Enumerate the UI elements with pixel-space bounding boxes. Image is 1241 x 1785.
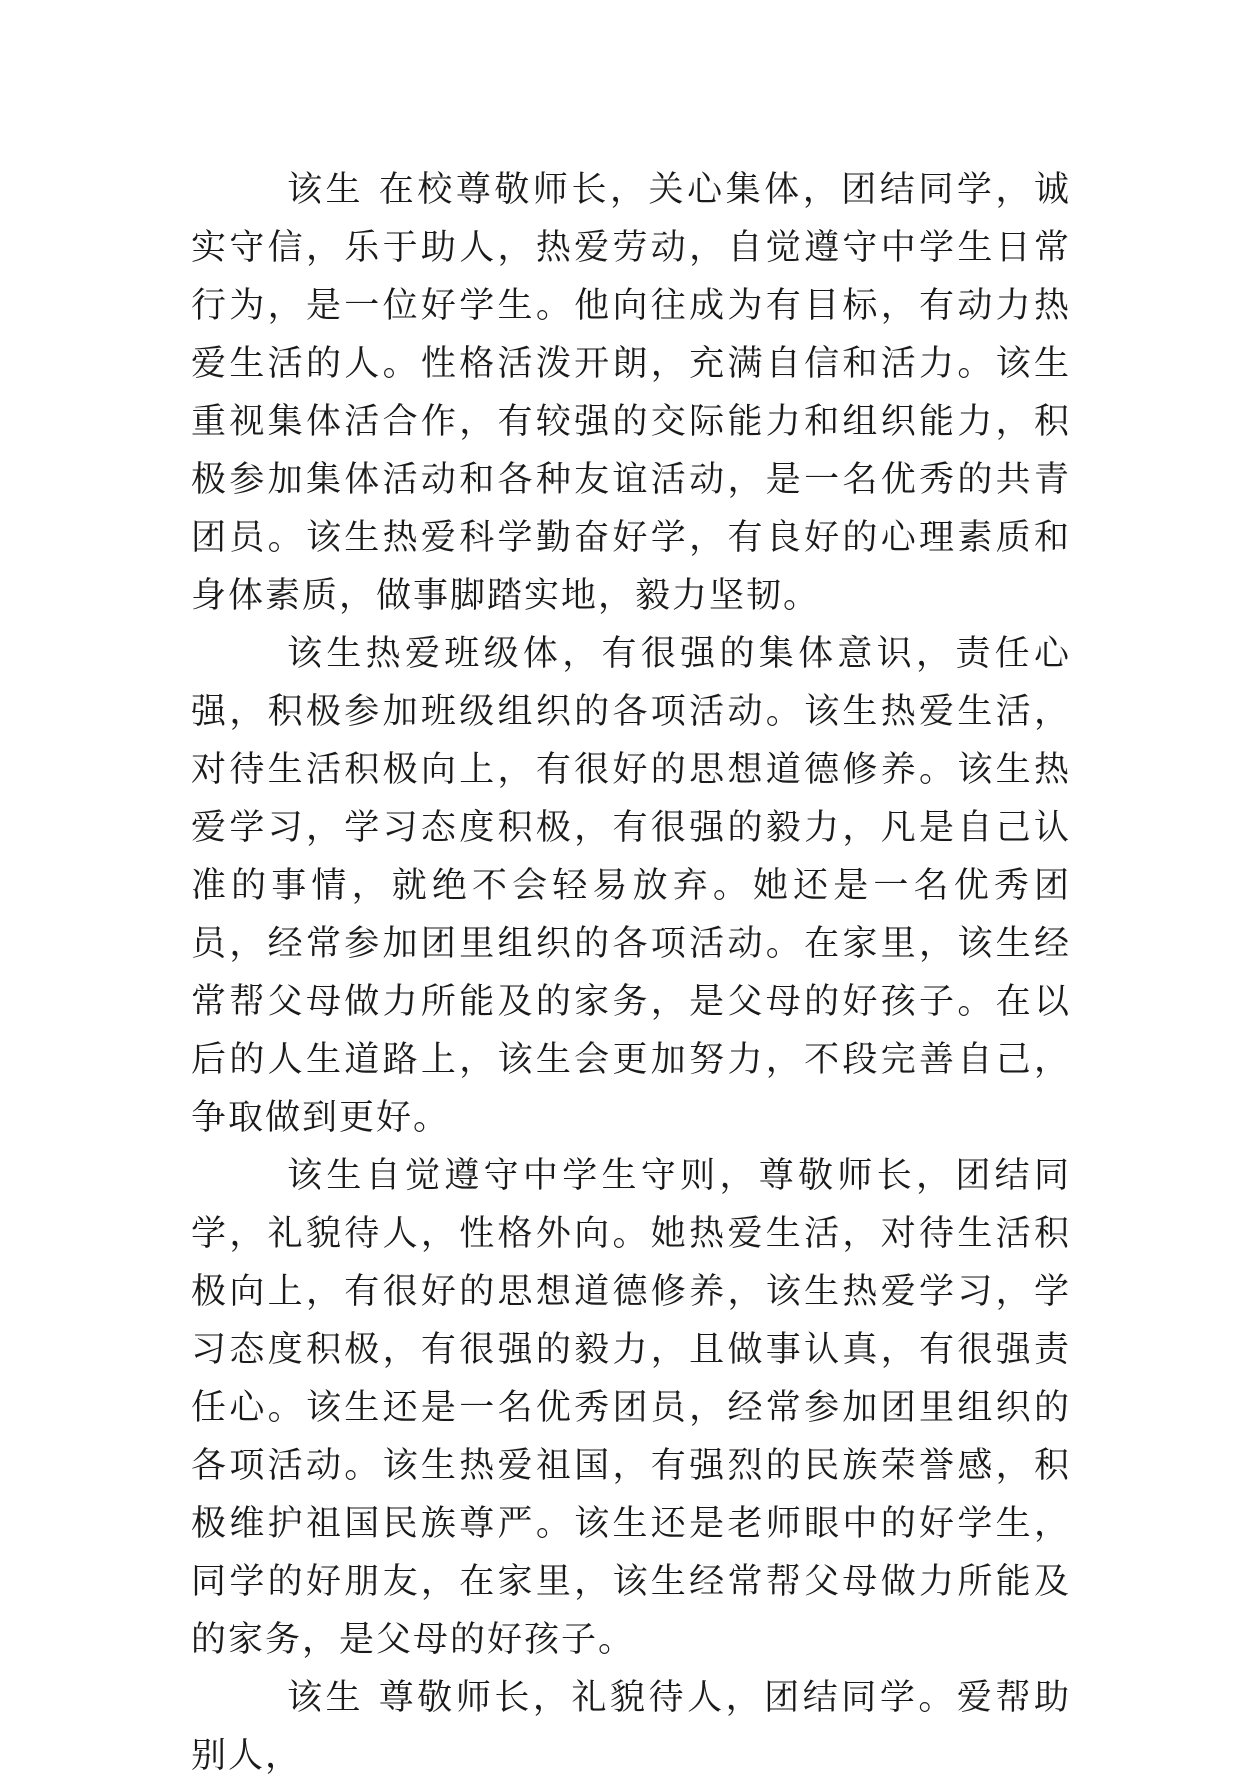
document-body (191, 161, 1071, 1785)
paragraph-3: 该生自觉遵守中学生守则，尊敬师长，团结同学，礼貌待人，性格外向。她热爱生活，对待生活积极向上，有很好的思想道德修养，该生热爱学习，学习态度积极，有很强的毅力，且做事认真，有很强责任心。该生还是一名优秀团员，经常参加团里组织的各项活动。该生热爱祖国，有强烈的民族荣誉感，积极维护祖国民族尊严。该生还是老师眼中的好学生，同学的好朋友，在家里，该生经常帮父母做力所能及的家务，是父母的好孩子。 (191, 1156, 1071, 1660)
paragraph-2: 该生热爱班级体，有很强的集体意识，责任心强，积极参加班级组织的各项活动。该生热爱生活，对待生活积极向上，有很好的思想道德修养。该生热爱学习，学习态度积极，有很强的毅力，凡是自己认准的事情，就绝不会轻易放弃。她还是一名优秀团员，经常参加团里组织的各项活动。在家里，该生经常帮父母做力所能及的家务，是父母的好孩子。在以后的人生道路上，该生会更加努力，不段完善自己，争取做到更好。 (191, 634, 1071, 1138)
paragraph-4: 该生 尊敬师长，礼貌待人，团结同学。爱帮助别人， (191, 1678, 1071, 1776)
paragraph-1: 该生 在校尊敬师长，关心集体，团结同学，诚实守信，乐于助人，热爱劳动，自觉遵守中学生日常行为，是一位好学生。他向往成为有目标，有动力热爱生活的人。性格活泼开朗，充满自信和活力。该生重视集体活合作，有较强的交际能力和组织能力，积极参加集体活动和各种友谊活动，是一名优秀的共青团员。该生热爱科学勤奋好学，有良好的心理素质和身体素质，做事脚踏实地，毅力坚韧。 (191, 170, 1071, 616)
